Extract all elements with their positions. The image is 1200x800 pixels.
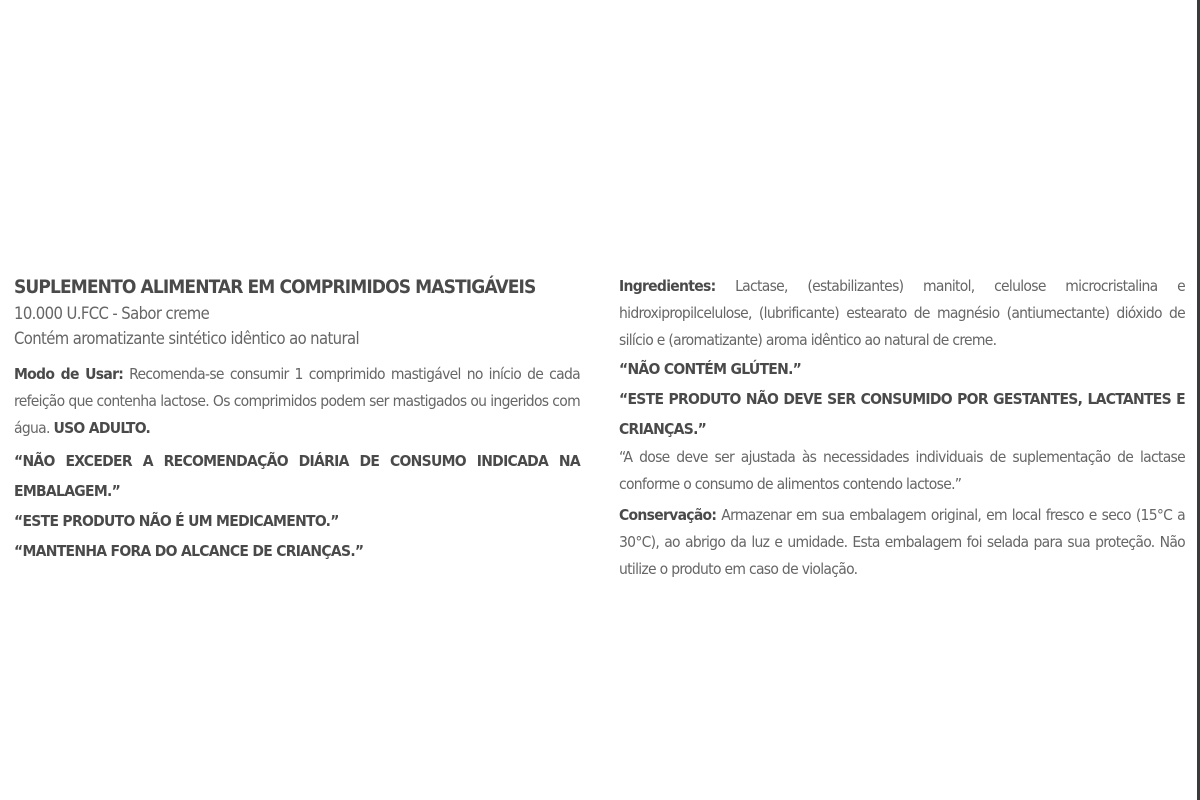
usage-label: Modo de Usar:	[14, 365, 124, 383]
ingredients-label: Ingredientes:	[619, 277, 716, 295]
warning-keep-away-children: “MANTENHA FORA DO ALCANCE DE CRIANÇAS.”	[14, 542, 364, 560]
storage-instructions	[619, 502, 1185, 583]
usage-instructions	[14, 361, 580, 442]
warning-not-medicine: “ESTE PRODUTO NÃO É UM MEDICAMENTO.”	[14, 512, 339, 530]
usage-adult: USO ADULTO.	[53, 419, 151, 437]
product-title: SUPLEMENTO ALIMENTAR EM COMPRIMIDOS MASTIGÁVEIS	[14, 276, 536, 298]
storage-text: Armazenar em sua embalagem original, em local fresco e seco (15°C a 30°C), ao abrigo da luz e umidade. Esta embalagem foi selada para sua proteção. Não utilize o produto em caso de violação.	[619, 506, 1185, 578]
ingredients-text: Lactase, (estabilizantes) manitol, celulose microcristalina e hidroxipropilcelulose, (lubrificante) estearato de magnésio (antiumectante) dióxido de silício e (aromatizante) aroma idêntico ao natural de creme.	[619, 277, 1185, 349]
right-column	[619, 273, 1185, 583]
warning-pregnant-lactating: “ESTE PRODUTO NÃO DEVE SER CONSUMIDO POR GESTANTES, LACTANTES E CRIANÇAS.”	[619, 390, 1185, 438]
dose-note: “A dose deve ser ajustada às necessidades individuais de suplementação de lactase conforme o consumo de alimentos contendo lactose.”	[619, 448, 1185, 493]
product-aroma-note: Contém aromatizante sintético idêntico ao natural	[14, 329, 360, 348]
product-dosage-flavor: 10.000 U.FCC - Sabor creme	[14, 304, 210, 323]
spacer	[14, 351, 580, 361]
warning-gluten: “NÃO CONTÉM GLÚTEN.”	[619, 360, 802, 378]
usage-text: Recomenda-se consumir 1 comprimido mastigável no início de cada refeição que contenha lactose. Os comprimidos podem ser mastigados ou ingeridos com água.	[14, 365, 580, 437]
ingredients	[619, 273, 1185, 354]
left-column	[14, 273, 580, 566]
storage-label: Conservação:	[619, 506, 717, 524]
warning-daily-recommendation: “NÃO EXCEDER A RECOMENDAÇÃO DIÁRIA DE CONSUMO INDICADA NA EMBALAGEM.”	[14, 452, 580, 500]
